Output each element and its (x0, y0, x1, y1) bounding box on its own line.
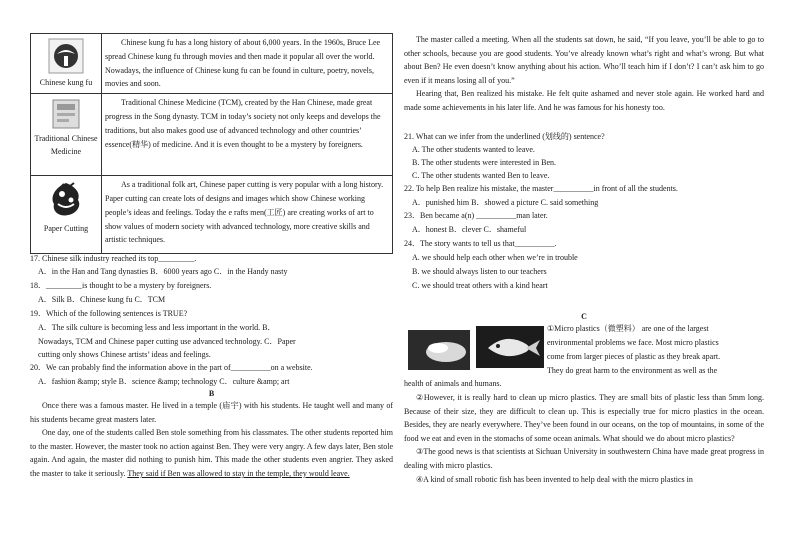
option-line: B. The other students were interested in Ben. (412, 158, 557, 167)
question-24: 24．The story wants to tell us that__________. (404, 239, 557, 248)
row-text: Chinese kung fu has a long history of about 6,000 years. In the 1960s, Bruce Lee spread Chinese kung fu through movies and then made it popular all over the world. Nowadays, the influence of Chinese kung fu can be found in culture, poetry, novels, movies and soon. (105, 38, 381, 89)
paper-cutting-dragon-icon (46, 180, 86, 220)
kungfu-logo-icon (48, 38, 84, 74)
option-line: C. we should treat others with a kind heart (412, 281, 548, 290)
question-23: 23．Ben became a(n) __________man later. (404, 211, 548, 220)
option-line: A. The other students wanted to leave. (412, 145, 535, 154)
row-label: Chinese kung fu (39, 78, 93, 87)
section-c-intro-line: come from larger pieces of plastic as they break apart. (547, 352, 721, 361)
section-c-intro-line: ①Micro plastics（微塑料） are one of the largest (547, 324, 709, 333)
option-line: cutting only shows Chinese artists’ ideas and feelings. (38, 350, 211, 359)
section-b-heading: B (208, 389, 215, 398)
underlined-sentence: They said if Ben was allowed to stay in the temple, they would leave. (127, 468, 350, 478)
table-text-cell (102, 94, 393, 176)
section-c-intro-line: They do great harm to the environment as well as the (547, 366, 718, 375)
section-b-paragraph-1: Once there was a famous master. He lived in a temple (庙宇) with his students. He taught well and many of his students became great masters later. (30, 401, 393, 424)
option-line: Nowadays, TCM and Chinese paper cutting use advanced technology. C．Paper (38, 337, 296, 346)
table-label-cell (31, 94, 102, 176)
question-22: 22. To help Ben realize his mistake, the master__________in front of all the students. (404, 184, 678, 193)
section-c-body (404, 391, 764, 486)
option-line: B. we should always listen to our teachers (412, 267, 547, 276)
question-21: 21. What can we infer from the underlined (划线的) sentence? (404, 132, 605, 141)
row-text: Traditional Chinese Medicine (TCM), created by the Han Chinese, made great progress in the Song dynasty. TCM in today’s society not only keeps and develops the traditions, but also makes good use of advanced technology and other countries’ essence(精华) of medicine. And it is even thought to be a mystery by foreigners. (105, 98, 381, 149)
section-c-paragraph-2: ②However, it is really hard to clean up micro plastics. They are small bits of plastic less than 5mm long. Because of their size, they are difficult to clean up. This is especially true for micro plastics in the ocean. Besides, they are nearly everywhere. They’ve been found in our oceans, on the top of mountains, in some of the food we eat and even in the stomachs of some ocean animals. What should we do about micro plastics? (404, 393, 764, 443)
row-text: As a traditional folk art, Chinese paper cutting is very popular with a long history. Paper cutting can create lots of designs and images which show Chinese working people’s ideas and feelings. Today the e rafts men(工匠) are creating works of art to show values of modern society with advanced technology, more creative skills and artistic techniques. (105, 180, 384, 245)
table-text-cell (102, 34, 393, 94)
table-row (31, 176, 393, 254)
option-line: A. we should help each other when we’re in trouble (412, 253, 578, 262)
question-20: 20．We can probably find the information above in the part of__________on a website. (30, 363, 313, 372)
section-c-heading-wrap (404, 312, 764, 321)
section-c-intro-line: environmental problems we face. Most micro plastics (547, 338, 719, 347)
option-line: C. The other students wanted Ben to leave. (412, 171, 550, 180)
section-c-heading: C (581, 312, 587, 321)
table-row (31, 34, 393, 94)
option-line: A．The silk culture is becoming less and less important in the world. B． (38, 323, 276, 332)
question-17: 17. Chinese silk industry reached its top_________. (30, 254, 197, 263)
medicine-icon (51, 98, 81, 130)
section-c-paragraph-4: ④A kind of small robotic fish has been invented to help deal with the micro plastics in (416, 474, 693, 484)
story-continued (404, 33, 764, 115)
option-line: A．fashion &amp; style B．science &amp; technology C．culture &amp; art (38, 377, 290, 386)
option-line: A．honest B．clever C．shameful (412, 225, 527, 234)
question-18: 18．_________is thought to be a mystery by foreigners. (30, 281, 212, 290)
table-row (31, 94, 393, 176)
table-text-cell (102, 176, 393, 254)
micro-plastics-photo (408, 330, 470, 370)
section-b (30, 389, 393, 481)
row-label: Paper Cutting (43, 224, 89, 234)
culture-table (30, 33, 393, 254)
story-paragraph-3: The master called a meeting. When all the students sat down, he said, “If you leave, you’ll be able to go to other schools, because you are good students. You’ve already known what’s right and what’s wrong. But what about Ben? He even doesn’t know anything about his action. Who’ll teach him if I don’t? I can’t ask him to go even if it means losing all of you.” (404, 35, 764, 85)
section-c-paragraph-3: ③The good news is that scientists at Sichuan University in southwestern China have made great progress in dealing with micro plastics. (404, 447, 764, 470)
story-paragraph-4: Hearing that, Ben realized his mistake. He felt quite ashamed and never stole again. He worked hard and made some achievements in his later life. And he was famous for his honesty too. (404, 89, 764, 112)
option-line: A．Silk B．Chinese kung fu C．TCM (38, 295, 166, 304)
option-line: A．in the Han and Tang dynasties B．6000 years ago C．in the Handy nasty (38, 267, 288, 276)
section-b-paragraph-2 (30, 426, 393, 480)
table-label-cell (31, 176, 102, 254)
robotic-fish-photo (476, 326, 544, 368)
option-line: A．punished him B．showed a picture C. said something (412, 198, 599, 207)
section-c-intro-tail: health of animals and humans. (404, 379, 502, 388)
table-label-cell (31, 34, 102, 94)
paragraph-text: One day, one of the students called Ben stole something from his classmates. The other students reported him to the master. However, the master took no action against Ben. They were very angry. A few days later, Ben stole again. And again, the master did nothing to punish him. This made the other students even angrier. They asked the master to take it seriously. (30, 428, 393, 478)
row-label: Traditional Chinese Medicine (34, 134, 98, 157)
question-19: 19．Which of the following sentences is TRUE? (30, 309, 188, 318)
